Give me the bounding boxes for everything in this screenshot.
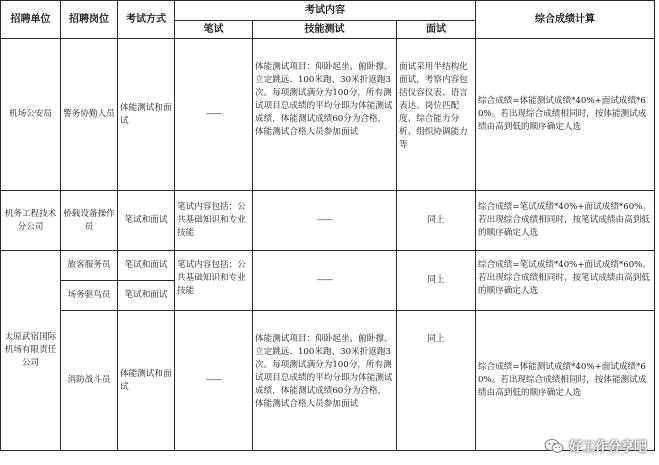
cell-written-fire: —— [175, 311, 253, 451]
header-written: 笔试 [175, 21, 253, 39]
cell-written-engineering: 笔试内容包括：公共基础知识和专业技能 [175, 191, 253, 251]
cell-skill-airport-written: —— [253, 251, 397, 311]
cell-skill-police: 体能测试项目：仰卧起坐、俯卧撑、立定跳远、100米跑、30米折返跑3次。每项测试满分为100分，所有测试项目总成绩的平均分即为体能测试成绩，体能测试成绩60分为合格，体能测试合格人员参加面试 [253, 39, 397, 191]
header-method: 考试方式 [118, 1, 175, 39]
cell-method-engineering: 笔试和面试 [118, 191, 175, 251]
cell-interview-engineering: 同上 [397, 191, 476, 251]
header-content: 考试内容 [175, 1, 476, 21]
cell-post-engineering: 桥载设备操作员 [61, 191, 118, 251]
cell-method-bird: 笔试和面试 [118, 281, 175, 311]
cell-unit-engineering: 机务工程技术分公司 [1, 191, 61, 251]
cell-method-police: 体能测试和面试 [118, 39, 175, 191]
cell-written-police: —— [175, 39, 253, 191]
cell-score-engineering: 综合成绩=笔试成绩*40%+面试成绩*60%。若出现综合成绩相同时，按笔试成绩由高到低的顺序确定人选 [476, 191, 655, 251]
cell-method-passenger: 笔试和面试 [118, 251, 175, 281]
watermark-text: 好工作分享吧 [568, 440, 647, 455]
header-unit: 招聘单位 [1, 1, 61, 39]
watermark [544, 436, 647, 455]
cell-method-fire: 体能测试和面试 [118, 311, 175, 451]
wechat-icon [544, 438, 564, 454]
cell-post-fire: 消防战斗员 [61, 311, 118, 451]
cell-interview-fire: 同上 [397, 311, 476, 451]
cell-score-airport-written: 综合成绩=笔试成绩*40%+面试成绩*60%。若出现综合成绩相同时，按笔试成绩由高到低的顺序确定人选 [476, 251, 655, 311]
cell-interview-airport-written: 同上 [397, 251, 476, 311]
cell-unit-police: 机场公安局 [1, 39, 61, 191]
cell-written-airport: 笔试内容包括：公共基础知识和专业技能 [175, 251, 253, 311]
cell-post-bird: 场务驱鸟员 [61, 281, 118, 311]
header-score: 综合成绩计算 [476, 1, 655, 39]
cell-post-passenger: 旅客服务员 [61, 251, 118, 281]
header-interview: 面试 [397, 21, 476, 39]
cell-score-fire: 综合成绩=体能测试成绩*40%+面试成绩*60%。若出现综合成绩相同时，按体能测试成绩由高到低的顺序确定人选 [476, 311, 655, 451]
cell-score-police: 综合成绩=体能测试成绩*40%+面试成绩*60%。若出现综合成绩相同时，按体能测试成绩由高到低的顺序确定人选 [476, 39, 655, 191]
cell-skill-fire: 体能测试项目：仰卧起坐、俯卧撑、立定跳远、100米跑、30米折返跑3次。每项测试满分为100分，所有测试项目总成绩的平均分即为体能测试成绩，体能测试成绩60分为合格，体能测试合格人员参加面试 [253, 311, 397, 451]
cell-unit-airport: 太原武宿国际机场有限责任公司 [1, 251, 61, 451]
header-post: 招聘岗位 [61, 1, 118, 39]
cell-post-police: 警务协勤人员 [61, 39, 118, 191]
cell-interview-police: 面试采用半结构化面试，考察内容包括仪容仪表、语言表达、岗位匹配度、综合能力分析、组织协调能力等 [397, 39, 476, 191]
header-skill: 技能测试 [253, 21, 397, 39]
cell-skill-engineering: —— [253, 191, 397, 251]
